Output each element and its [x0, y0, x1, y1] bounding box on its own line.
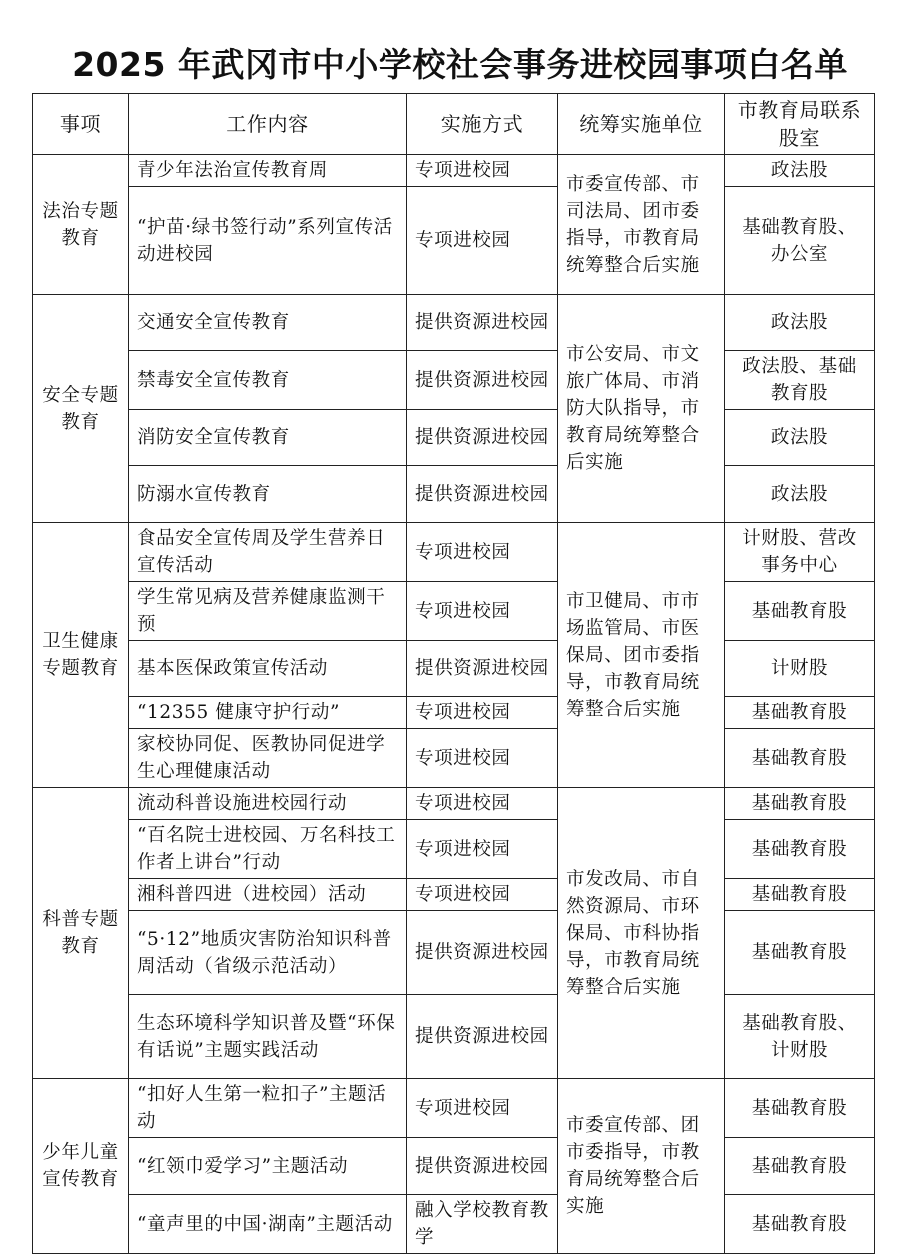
office-cell: 基础教育股、办公室 [725, 187, 875, 295]
work-content-cell: “红领巾爱学习”主题活动 [129, 1138, 407, 1195]
office-cell: 基础教育股 [725, 1195, 875, 1254]
unit-cell: 市委宣传部、市司法局、团市委指导，市教育局统筹整合后实施 [558, 155, 725, 295]
table-row [33, 788, 875, 820]
unit-cell: 市委宣传部、团市委指导，市教育局统筹整合后实施 [558, 1079, 725, 1254]
table-row [33, 582, 875, 641]
method-cell: 专项进校园 [407, 729, 558, 788]
unit-cell: 市发改局、市自然资源局、市环保局、市科协指导，市教育局统筹整合后实施 [558, 788, 725, 1079]
office-cell: 基础教育股 [725, 582, 875, 641]
work-content-cell: 流动科普设施进校园行动 [129, 788, 407, 820]
table-row [33, 995, 875, 1079]
header-content: 工作内容 [129, 94, 407, 155]
method-cell: 提供资源进校园 [407, 466, 558, 523]
office-cell: 政法股 [725, 410, 875, 466]
header-office: 市教育局联系股室 [725, 94, 875, 155]
table-row [33, 729, 875, 788]
method-cell: 专项进校园 [407, 697, 558, 729]
table-row [33, 697, 875, 729]
office-cell: 基础教育股、计财股 [725, 995, 875, 1079]
method-cell: 提供资源进校园 [407, 641, 558, 697]
table-row [33, 641, 875, 697]
table-row [33, 187, 875, 295]
table-row [33, 1138, 875, 1195]
work-content-cell: “扣好人生第一粒扣子”主题活动 [129, 1079, 407, 1138]
work-content-cell: “5·12”地质灾害防治知识科普周活动（省级示范活动） [129, 911, 407, 995]
work-content-cell: 交通安全宣传教育 [129, 295, 407, 351]
table-row [33, 351, 875, 410]
office-cell: 基础教育股 [725, 788, 875, 820]
category-cell: 科普专题教育 [33, 788, 129, 1079]
office-cell: 基础教育股 [725, 879, 875, 911]
work-content-cell: 生态环境科学知识普及暨“环保有话说”主题实践活动 [129, 995, 407, 1079]
method-cell: 专项进校园 [407, 523, 558, 582]
work-content-cell: “护苗·绿书签行动”系列宣传活动进校园 [129, 187, 407, 295]
work-content-cell: 防溺水宣传教育 [129, 466, 407, 523]
work-content-cell: “童声里的中国·湖南”主题活动 [129, 1195, 407, 1254]
table-row [33, 523, 875, 582]
category-cell: 卫生健康专题教育 [33, 523, 129, 788]
category-cell: 少年儿童宣传教育 [33, 1079, 129, 1254]
unit-cell: 市卫健局、市市场监管局、市医保局、团市委指导，市教育局统筹整合后实施 [558, 523, 725, 788]
table-row [33, 410, 875, 466]
method-cell: 专项进校园 [407, 582, 558, 641]
office-cell: 基础教育股 [725, 820, 875, 879]
page-title: 2025 年武冈市中小学校社会事务进校园事项白名单 [72, 45, 848, 84]
header-method: 实施方式 [407, 94, 558, 155]
header-unit: 统筹实施单位 [558, 94, 725, 155]
work-content-cell: 青少年法治宣传教育周 [129, 155, 407, 187]
method-cell: 专项进校园 [407, 879, 558, 911]
method-cell: 提供资源进校园 [407, 1138, 558, 1195]
office-cell: 计财股、营改事务中心 [725, 523, 875, 582]
work-content-cell: 禁毒安全宣传教育 [129, 351, 407, 410]
work-content-cell: 湘科普四进（进校园）活动 [129, 879, 407, 911]
office-cell: 基础教育股 [725, 729, 875, 788]
table-row [33, 911, 875, 995]
table-row [33, 1195, 875, 1254]
table-row [33, 466, 875, 523]
method-cell: 专项进校园 [407, 788, 558, 820]
work-content-cell: 学生常见病及营养健康监测干预 [129, 582, 407, 641]
work-content-cell: “12355 健康守护行动” [129, 697, 407, 729]
office-cell: 政法股 [725, 155, 875, 187]
office-cell: 政法股 [725, 295, 875, 351]
table-row [33, 155, 875, 187]
office-cell: 基础教育股 [725, 911, 875, 995]
office-cell: 计财股 [725, 641, 875, 697]
work-content-cell: “百名院士进校园、万名科技工作者上讲台”行动 [129, 820, 407, 879]
office-cell: 基础教育股 [725, 1138, 875, 1195]
table-row [33, 879, 875, 911]
office-cell: 政法股 [725, 466, 875, 523]
work-content-cell: 基本医保政策宣传活动 [129, 641, 407, 697]
method-cell: 专项进校园 [407, 820, 558, 879]
header-item: 事项 [33, 94, 129, 155]
method-cell: 提供资源进校园 [407, 911, 558, 995]
method-cell: 融入学校教育教学 [407, 1195, 558, 1254]
header-row [33, 94, 875, 155]
work-content-cell: 食品安全宣传周及学生营养日宣传活动 [129, 523, 407, 582]
method-cell: 专项进校园 [407, 155, 558, 187]
method-cell: 提供资源进校园 [407, 995, 558, 1079]
office-cell: 政法股、基础教育股 [725, 351, 875, 410]
table-row [33, 820, 875, 879]
method-cell: 提供资源进校园 [407, 410, 558, 466]
method-cell: 专项进校园 [407, 187, 558, 295]
office-cell: 基础教育股 [725, 697, 875, 729]
office-cell: 基础教育股 [725, 1079, 875, 1138]
table-row [33, 295, 875, 351]
table-row [33, 1079, 875, 1138]
work-content-cell: 消防安全宣传教育 [129, 410, 407, 466]
work-content-cell: 家校协同促、医教协同促进学生心理健康活动 [129, 729, 407, 788]
unit-cell: 市公安局、市文旅广体局、市消防大队指导，市教育局统筹整合后实施 [558, 295, 725, 523]
method-cell: 提供资源进校园 [407, 351, 558, 410]
method-cell: 专项进校园 [407, 1079, 558, 1138]
whitelist-table [32, 93, 875, 1254]
category-cell: 安全专题教育 [33, 295, 129, 523]
method-cell: 提供资源进校园 [407, 295, 558, 351]
category-cell: 法治专题教育 [33, 155, 129, 295]
